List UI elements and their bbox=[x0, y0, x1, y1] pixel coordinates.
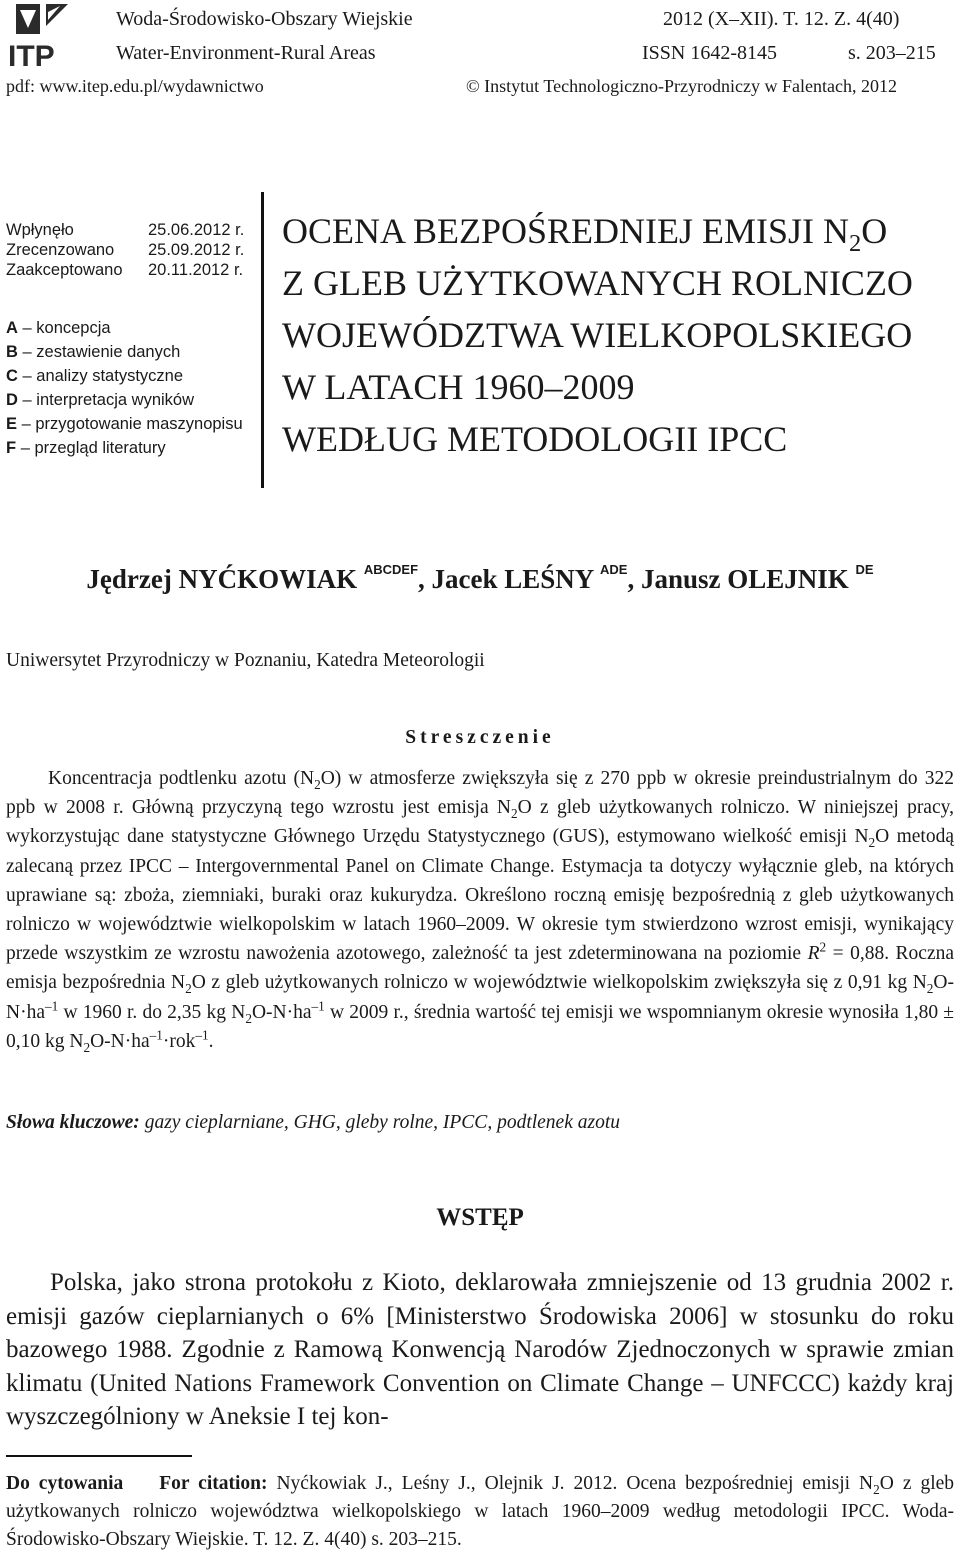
keywords-label: Słowa kluczowe: bbox=[6, 1112, 140, 1133]
contrib-item: B – zestawienie danych bbox=[6, 343, 181, 361]
article-title bbox=[282, 205, 952, 465]
citation-note: Do cytowania For citation: Nyćkowiak J., Leśny J., Olejnik J. 2012. Ocena bezpośredniej emisji $N_2O$ z gleb użytkowanych rolniczo województwa wielkopolskiego w latach 1960–2009 według metodologii IPCC. Woda-Środowisko-Obszary Wiejskie. T. 12. Z. 4(40) s. 203–215. bbox=[6, 1473, 955, 1550]
date-received: Wpłynęło 25.06.2012 r. bbox=[6, 221, 245, 239]
contrib-item: A – koncepcja bbox=[6, 319, 111, 337]
journal-name-pl: Woda-Środowisko-Obszary Wiejskie bbox=[116, 8, 413, 30]
citation-label-pl: Do cytowania bbox=[6, 1473, 124, 1494]
author-roles: ABCDEF bbox=[363, 562, 419, 577]
itp-logo-mark bbox=[6, 4, 90, 70]
contrib-item: F – przegląd literatury bbox=[6, 439, 166, 457]
review-dates bbox=[6, 220, 244, 280]
affiliation: Uniwersytet Przyrodniczy w Poznaniu, Katedra Meteorologii bbox=[6, 650, 485, 671]
citation-label-en: For citation: bbox=[159, 1473, 268, 1494]
abstract-heading: Streszczenie bbox=[405, 727, 555, 748]
contrib-item: E – przygotowanie maszynopisu bbox=[6, 415, 243, 433]
title-line: W LATACH 1960–2009 bbox=[282, 367, 635, 407]
footnote-rule bbox=[6, 1455, 192, 1457]
title-line: WEDŁUG METODOLOGII IPCC bbox=[282, 419, 788, 459]
intro-paragraph: Polska, jako strona protokołu z Kioto, deklarowała zmniejszenie od 13 grudnia 2002 r. emisji gazów cieplarnianych o 6% [Ministerstwo Środowiska 2006] w stosunku do roku bazowego 1988. Zgodnie z Ramową Konwencją Narodów Zjednoczonych w sprawie zmian klimatu (United Nations Framework Convention on Climate Change – UNFCCC) każdy kraj wyszczególniony w Aneksie I tej kon- bbox=[6, 1269, 954, 1431]
keywords-text: gazy cieplarniane, GHG, gleby rolne, IPCC, podtlenek azotu bbox=[144, 1112, 620, 1133]
issn: ISSN 1642-8145 bbox=[642, 42, 778, 64]
section-heading: WSTĘP bbox=[436, 1204, 524, 1231]
contrib-item: C – analizy statystyczne bbox=[6, 367, 184, 385]
itp-logo bbox=[6, 4, 90, 70]
volume-info: 2012 (X–XII). T. 12. Z. 4(40) bbox=[663, 8, 900, 30]
contrib-item: D – interpretacja wyników bbox=[6, 391, 195, 409]
author-roles: ADE bbox=[600, 562, 628, 577]
title-line: Z GLEB UŻYTKOWANYCH ROLNICZO bbox=[282, 263, 913, 303]
author-list: Jędrzej NYĆKOWIAK $^{ABCDEF}$, Jacek LEŚNY $^{ADE}$, Janusz OLEJNIK $^{DE}$ bbox=[86, 562, 874, 594]
journal-name-en: Water-Environment-Rural Areas bbox=[116, 42, 376, 64]
author-name: Jacek LEŚNY bbox=[431, 564, 594, 594]
date-reviewed: Zrecenzowano 25.09.2012 r. bbox=[6, 241, 245, 259]
pdf-link[interactable]: pdf: www.itep.edu.pl/wydawnictwo bbox=[6, 76, 264, 96]
title-line: OCENA BEZPOŚREDNIEJ EMISJI $N_2O$ bbox=[282, 211, 888, 258]
author-roles: DE bbox=[855, 562, 874, 577]
keywords bbox=[6, 1112, 954, 1134]
svg-text:ITP: ITP bbox=[8, 40, 55, 70]
copyright-line: © Instytut Technologiczno-Przyrodniczy w Falentach, 2012 bbox=[466, 76, 897, 96]
date-accepted: Zaakceptowano 20.11.2012 r. bbox=[6, 261, 244, 279]
author-name: Janusz OLEJNIK bbox=[640, 564, 849, 594]
title-line: WOJEWÓDZTWA WIELKOPOLSKIEGO bbox=[282, 315, 913, 355]
abstract-text: Koncentracja podtlenku azotu $(N_2O)$ w atmosferze zwiększyła się z 270 ppb w okresie preindustrialnym do 322 ppb w 2008 r. Główną przyczyną tego wzrostu jest emisja $N_2O$ z gleb użytkowanych rolniczo. W niniejszej pracy, wykorzystując dane statystyczne Głównego Urzędu Statystycznego (GUS), estymowano wielkość emisji $N_2O$ metodą zalecaną przez IPCC – Intergovernmental Panel on Climate Change. Estymacja ta dotyczy wyłącznie gleb, na których uprawiane są: zboża, ziemniaki, buraki oraz kukurydza. Określono roczną emisję bezpośrednią z gleb użytkowanych rolniczo w województwie wielkopolskim w latach 1960–2009. W okresie tym stwierdzono wzrost emisji, wynikający przede wszystkim ze wzrostu nawożenia azotowego, zależność ta jest zdeterminowana na poziomie $R^2 = 0,88$. Roczna emisja bezpośrednia $N_2O$ z gleb użytkowanych rolniczo w województwie wielkopolskim zwiększyła się z 0,91 kg $N_2O-N\cdot ha^{-1}$ w 1960 r. do 2,35 kg $N_2O-N\cdot ha^{-1}$ w 2009 r., średnia wartość tej emisji we wspomnianym okresie wynosiła 1,80 ± 0,10 kg $N_2O-N\cdot ha^{-1}\cdot rok^{-1}$. bbox=[6, 768, 955, 1055]
vertical-divider bbox=[261, 192, 264, 488]
author-name: Jędrzej NYĆKOWIAK bbox=[86, 564, 358, 594]
contribution-legend bbox=[6, 316, 243, 460]
page-range: s. 203–215 bbox=[848, 42, 936, 64]
